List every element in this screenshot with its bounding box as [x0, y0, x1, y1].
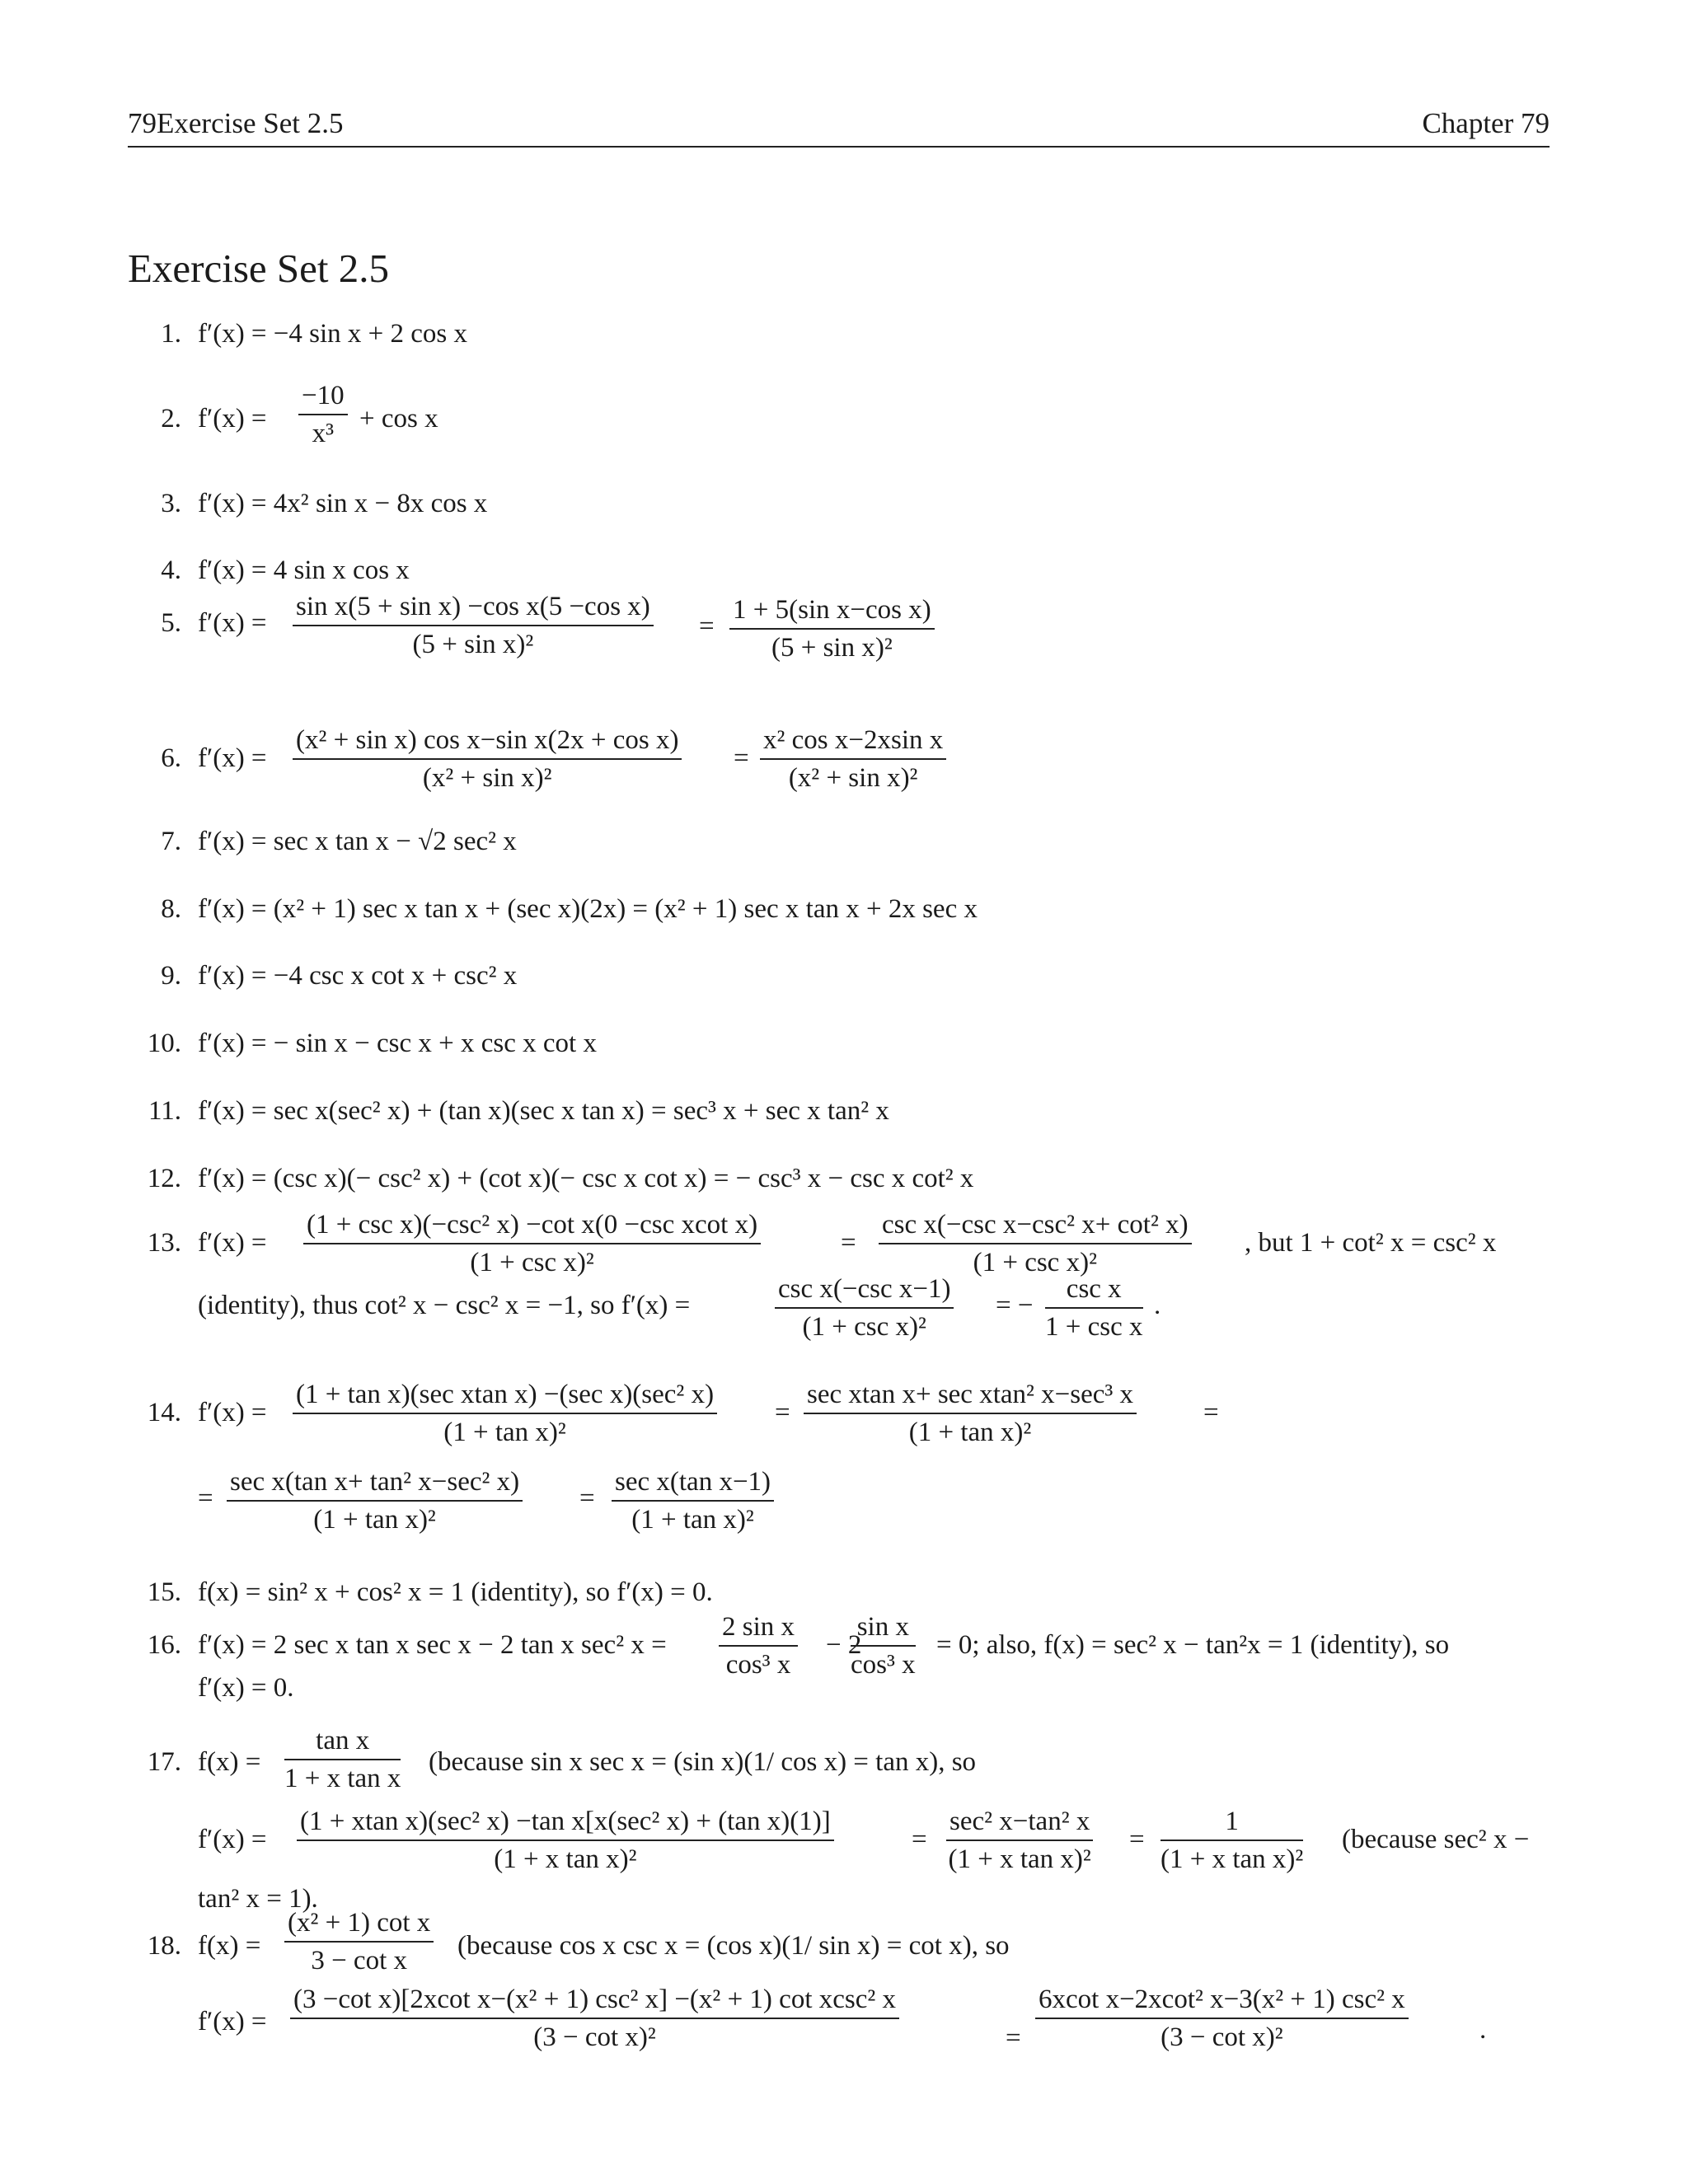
denominator: (1 + tan x)² — [908, 1417, 1032, 1447]
equals-sign: = — [1203, 1398, 1219, 1427]
exercise-11: f′(x) = sec x(sec² x) + (tan x)(sec x tan x) = sec³ x + sec x tan² x — [198, 1096, 889, 1126]
denominator: (1 + csc x)² — [802, 1311, 926, 1342]
exercise-17-line-3: tan² x = 1). — [198, 1884, 318, 1914]
equals-sign: = — [1129, 1825, 1145, 1854]
numerator: 6xcot x−2xcot² x−3(x² + 1) csc² x — [1035, 1985, 1409, 2019]
exercise-5-lhs: f′(x) = — [198, 608, 267, 638]
numerator: (1 + xtan x)(sec² x) −tan x[x(sec² x) + (tan x)(1)] — [297, 1807, 834, 1841]
exercise-6-fraction-2 — [760, 725, 946, 794]
exercise-5-fraction-1 — [293, 592, 654, 661]
numerator: sin x — [851, 1612, 916, 1647]
equals-sign: = — [1006, 2023, 1021, 2053]
numerator: x² cos x−2xsin x — [760, 725, 946, 760]
denominator: (1 + tan x)² — [631, 1504, 754, 1535]
period: . — [1154, 1291, 1161, 1320]
denominator: (3 − cot x)² — [1160, 2022, 1283, 2052]
item-number: 12. — [147, 1164, 181, 1193]
running-header-left: 79Exercise Set 2.5 — [128, 107, 344, 139]
denominator: (1 + x tan x)² — [948, 1844, 1091, 1874]
exercise-16-fraction-1 — [719, 1612, 798, 1681]
exercise-2-fraction — [298, 381, 348, 450]
exercise-16-line-2: f′(x) = 0. — [198, 1673, 294, 1703]
exercise-16-fraction-2 — [851, 1612, 916, 1681]
equals-sign: = − — [996, 1291, 1034, 1320]
exercise-8: f′(x) = (x² + 1) sec x tan x + (sec x)(2x) = (x² + 1) sec x tan x + 2x sec x — [198, 894, 978, 924]
exercise-12: f′(x) = (csc x)(− csc² x) + (cot x)(− csc x cot x) = − csc³ x − csc x cot² x — [198, 1164, 974, 1193]
denominator: (1 + csc x)² — [973, 1247, 1097, 1277]
item-number: 3. — [161, 489, 181, 518]
exercise-17-fraction-2 — [946, 1807, 1093, 1876]
exercise-16-lhs: f′(x) = 2 sec x tan x sec x − 2 tan x sec² x = — [198, 1630, 667, 1660]
equals-sign: = — [579, 1483, 595, 1513]
equals-sign: = — [912, 1825, 927, 1854]
numerator: sin x(5 + sin x) −cos x(5 −cos x) — [293, 592, 654, 626]
exercise-18-fraction-2 — [1035, 1985, 1409, 2054]
exercise-18-fraction-0 — [284, 1908, 434, 1977]
denominator: (5 + sin x)² — [412, 629, 534, 659]
numerator: csc x(−csc x−csc² x+ cot² x) — [879, 1210, 1192, 1244]
denominator: (1 + x tan x)² — [1160, 1844, 1304, 1874]
numerator: (x² + sin x) cos x−sin x(2x + cos x) — [293, 725, 682, 760]
equals-sign: = — [734, 743, 749, 773]
numerator: 1 — [1160, 1807, 1303, 1841]
numerator: csc x — [1045, 1274, 1143, 1309]
numerator: (x² + 1) cot x — [284, 1908, 434, 1943]
numerator: sec x(tan x−1) — [612, 1467, 774, 1502]
exercise-5-fraction-2 — [729, 595, 935, 664]
numerator: (1 + csc x)(−csc² x) −cot x(0 −csc xcot x) — [303, 1210, 761, 1244]
denominator: x³ — [312, 418, 335, 448]
item-number: 17. — [147, 1747, 181, 1777]
item-number: 15. — [147, 1577, 181, 1607]
exercise-17-lhs: f(x) = — [198, 1747, 261, 1777]
exercise-6-fraction-1 — [293, 725, 682, 794]
exercise-13-tail: , but 1 + cot² x = csc² x — [1245, 1228, 1497, 1258]
exercise-10: f′(x) = − sin x − csc x + x csc x cot x — [198, 1029, 597, 1058]
exercise-14-lhs: f′(x) = — [198, 1398, 267, 1427]
denominator: cos³ x — [851, 1649, 916, 1680]
header-rule — [128, 146, 1550, 148]
section-title: Exercise Set 2.5 — [128, 246, 390, 291]
exercise-7: f′(x) = sec x tan x − √2 sec² x — [198, 827, 517, 856]
exercise-13-fraction-1 — [303, 1210, 761, 1279]
denominator: (1 + tan x)² — [443, 1417, 566, 1447]
exercise-14-fraction-4 — [612, 1467, 774, 1536]
equals-sign: = — [699, 612, 715, 641]
exercise-4: f′(x) = 4 sin x cos x — [198, 555, 410, 585]
denominator: (1 + tan x)² — [313, 1504, 436, 1535]
exercise-2-tail: + cos x — [359, 404, 438, 434]
exercise-3: f′(x) = 4x² sin x − 8x cos x — [198, 489, 488, 518]
period: . — [1479, 2015, 1487, 2045]
item-number: 1. — [161, 319, 181, 349]
equals-sign: = — [198, 1483, 213, 1513]
exercise-13-fraction-4 — [1045, 1274, 1143, 1343]
exercise-18-lhs: f(x) = — [198, 1931, 261, 1961]
numerator: tan x — [284, 1726, 401, 1760]
numerator: 2 sin x — [719, 1612, 798, 1647]
exercise-18-fraction-1 — [290, 1985, 899, 2054]
item-number: 5. — [161, 608, 181, 638]
item-number: 6. — [161, 743, 181, 773]
exercise-14-fraction-3 — [227, 1467, 523, 1536]
equals-sign: = — [775, 1398, 790, 1427]
denominator: (x² + sin x)² — [422, 762, 552, 793]
exercise-14-fraction-2 — [804, 1380, 1137, 1449]
equals-sign: = — [841, 1228, 856, 1258]
item-number: 18. — [147, 1931, 181, 1961]
exercise-17-tail: (because sec² x − — [1342, 1825, 1530, 1854]
exercise-18-tail-0: (because cos x csc x = (cos x)(1/ sin x) = cot x), so — [457, 1931, 1010, 1961]
exercise-13-lhs: f′(x) = — [198, 1228, 267, 1258]
exercise-16-mid: − 2 — [826, 1630, 862, 1660]
item-number: 9. — [161, 961, 181, 991]
exercise-17-tail-0: (because sin x sec x = (sin x)(1/ cos x) = tan x), so — [429, 1747, 977, 1777]
exercise-16-tail: = 0; also, f(x) = sec² x − tan²x = 1 (identity), so — [936, 1630, 1450, 1660]
item-number: 11. — [148, 1096, 181, 1126]
exercise-17-fraction-3 — [1160, 1807, 1303, 1876]
item-number: 13. — [147, 1228, 181, 1258]
numerator: sec xtan x+ sec xtan² x−sec³ x — [804, 1380, 1137, 1414]
numerator: (3 −cot x)[2xcot x−(x² + 1) csc² x] −(x² + 1) cot xcsc² x — [290, 1985, 899, 2019]
exercise-18-lhs-1: f′(x) = — [198, 2007, 267, 2036]
numerator: (1 + tan x)(sec xtan x) −(sec x)(sec² x) — [293, 1380, 717, 1414]
item-number: 4. — [161, 555, 181, 585]
denominator: (1 + x tan x)² — [494, 1844, 637, 1874]
item-number: 16. — [147, 1630, 181, 1660]
item-number: 2. — [161, 404, 181, 434]
numerator: sec² x−tan² x — [946, 1807, 1093, 1841]
exercise-17-fraction-0 — [284, 1726, 401, 1795]
numerator: csc x(−csc x−1) — [775, 1274, 954, 1309]
denominator: 1 + x tan x — [284, 1763, 401, 1793]
exercise-14-fraction-1 — [293, 1380, 717, 1449]
item-number: 7. — [161, 827, 181, 856]
numerator: −10 — [298, 381, 348, 415]
item-number: 14. — [147, 1398, 181, 1427]
exercise-15: f(x) = sin² x + cos² x = 1 (identity), so f′(x) = 0. — [198, 1577, 713, 1607]
running-header-right: Chapter 79 — [1422, 107, 1550, 139]
exercise-6-lhs: f′(x) = — [198, 743, 267, 773]
exercise-17-fraction-1 — [297, 1807, 834, 1876]
item-number: 8. — [161, 894, 181, 924]
numerator: sec x(tan x+ tan² x−sec² x) — [227, 1467, 523, 1502]
denominator: 1 + csc x — [1045, 1311, 1143, 1342]
denominator: (5 + sin x)² — [771, 632, 893, 663]
denominator: (1 + csc x)² — [470, 1247, 594, 1277]
denominator: 3 − cot x — [311, 1945, 407, 1975]
exercise-1: f′(x) = −4 sin x + 2 cos x — [198, 319, 468, 349]
exercise-9: f′(x) = −4 csc x cot x + csc² x — [198, 961, 518, 991]
exercise-13-line-2: (identity), thus cot² x − csc² x = −1, so f′(x) = — [198, 1291, 691, 1320]
exercise-2-lhs: f′(x) = — [198, 404, 267, 434]
item-number: 10. — [147, 1029, 181, 1058]
numerator: 1 + 5(sin x−cos x) — [729, 595, 935, 630]
denominator: (x² + sin x)² — [788, 762, 918, 793]
exercise-13-fraction-2 — [879, 1210, 1192, 1279]
exercise-13-fraction-3 — [775, 1274, 954, 1343]
denominator: cos³ x — [725, 1649, 791, 1680]
exercise-17-lhs-1: f′(x) = — [198, 1825, 267, 1854]
denominator: (3 − cot x)² — [533, 2022, 656, 2052]
